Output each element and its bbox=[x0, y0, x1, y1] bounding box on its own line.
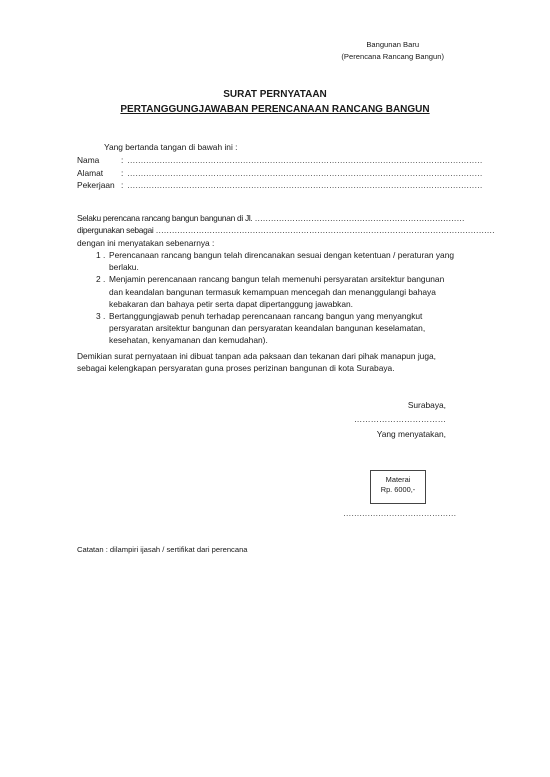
job-fill-line: …………………………………………………………………………………………………………………… bbox=[127, 180, 483, 190]
usage-line: dipergunakan sebagai ……………………………………………………………………………………………………………… bbox=[77, 225, 495, 236]
statement-body bbox=[77, 212, 495, 249]
list-item-text: Bertanggungjawab penuh terhadap perencanaan rancang bangun yang menyangkut persyaratan arsitektur bangunan dan persyaratan keandalan bangunan keselamatan, kesehatan, kenyamanan dan kemudahan). bbox=[109, 310, 426, 346]
signature-name-line: …………………………………… bbox=[343, 508, 457, 518]
identity-section bbox=[77, 154, 483, 192]
list-item bbox=[77, 249, 457, 273]
list-item-number: 1 . bbox=[96, 250, 106, 260]
job-label: Pekerjaan bbox=[77, 180, 115, 190]
list-item-text: Menjamin perencanaan rancang bangun telah memenuhi persyaratan arsitektur bangunan dan keandalan bangunan termasuk kemampuan mencegah dan menanggulangi bahaya kebakaran dan bahaya petir serta dapat dipertanggung jawabkan. bbox=[109, 274, 445, 309]
address-fill-line: …………………………………………………………………………………………………………………… bbox=[127, 167, 483, 178]
name-label: Nama bbox=[77, 155, 100, 165]
declaration-line: dengan ini menyatakan sebenarnya : bbox=[77, 237, 215, 248]
name-fill-line: …………………………………………………………………………………………………………………… bbox=[127, 155, 483, 165]
address-label: Alamat bbox=[77, 167, 104, 178]
job-colon: : bbox=[121, 180, 124, 190]
intro-text: Yang bertanda tangan di bawah ini : bbox=[104, 142, 238, 152]
identity-row-address bbox=[77, 167, 483, 180]
document-type-note bbox=[341, 39, 444, 63]
document-subtitle: PERTANGGUNGJAWABAN PERENCANAAN RANCANG BANGUN bbox=[120, 104, 430, 115]
identity-row-name bbox=[77, 154, 483, 167]
list-item-text: Perencanaan rancang bangun telah direncanakan sesuai dengan ketentuan / peraturan yang berlaku. bbox=[109, 250, 455, 273]
name-colon: : bbox=[121, 155, 124, 165]
document-type-line1: Bangunan Baru bbox=[366, 40, 420, 49]
list-item-number: 3 . bbox=[96, 310, 106, 321]
statement-list bbox=[77, 249, 457, 347]
stamp-label: Materai bbox=[385, 475, 411, 484]
location-line: Selaku perencana rancang bangun bangunan di Jl. …………………………………………………………………… bbox=[77, 213, 465, 223]
address-colon: : bbox=[121, 167, 124, 178]
stamp-box bbox=[370, 470, 426, 504]
document-title: SURAT PERNYATAAN bbox=[223, 89, 327, 100]
list-item-number: 2 . bbox=[96, 274, 106, 285]
attachment-note: Catatan : dilampiri ijasah / sertifikat dari perencana bbox=[77, 545, 248, 554]
place-date: Surabaya, …………………………… bbox=[353, 400, 446, 425]
list-item bbox=[77, 273, 457, 310]
signature-block bbox=[336, 398, 446, 441]
identity-row-job bbox=[77, 179, 483, 192]
stamp-value: Rp. 6000,- bbox=[380, 484, 416, 494]
closing-paragraph: Demikian surat pernyataan ini dibuat tanpan ada paksaan dan tekanan dari pihak manapun juga, sebagai kelengkapan persyaratan guna proses perizinan bangunan di kota Surabaya. bbox=[77, 351, 436, 374]
declarant-label: Yang menyatakan, bbox=[376, 428, 446, 439]
document-type-line2: (Perencana Rancang Bangun) bbox=[341, 51, 444, 61]
list-item bbox=[77, 310, 457, 347]
